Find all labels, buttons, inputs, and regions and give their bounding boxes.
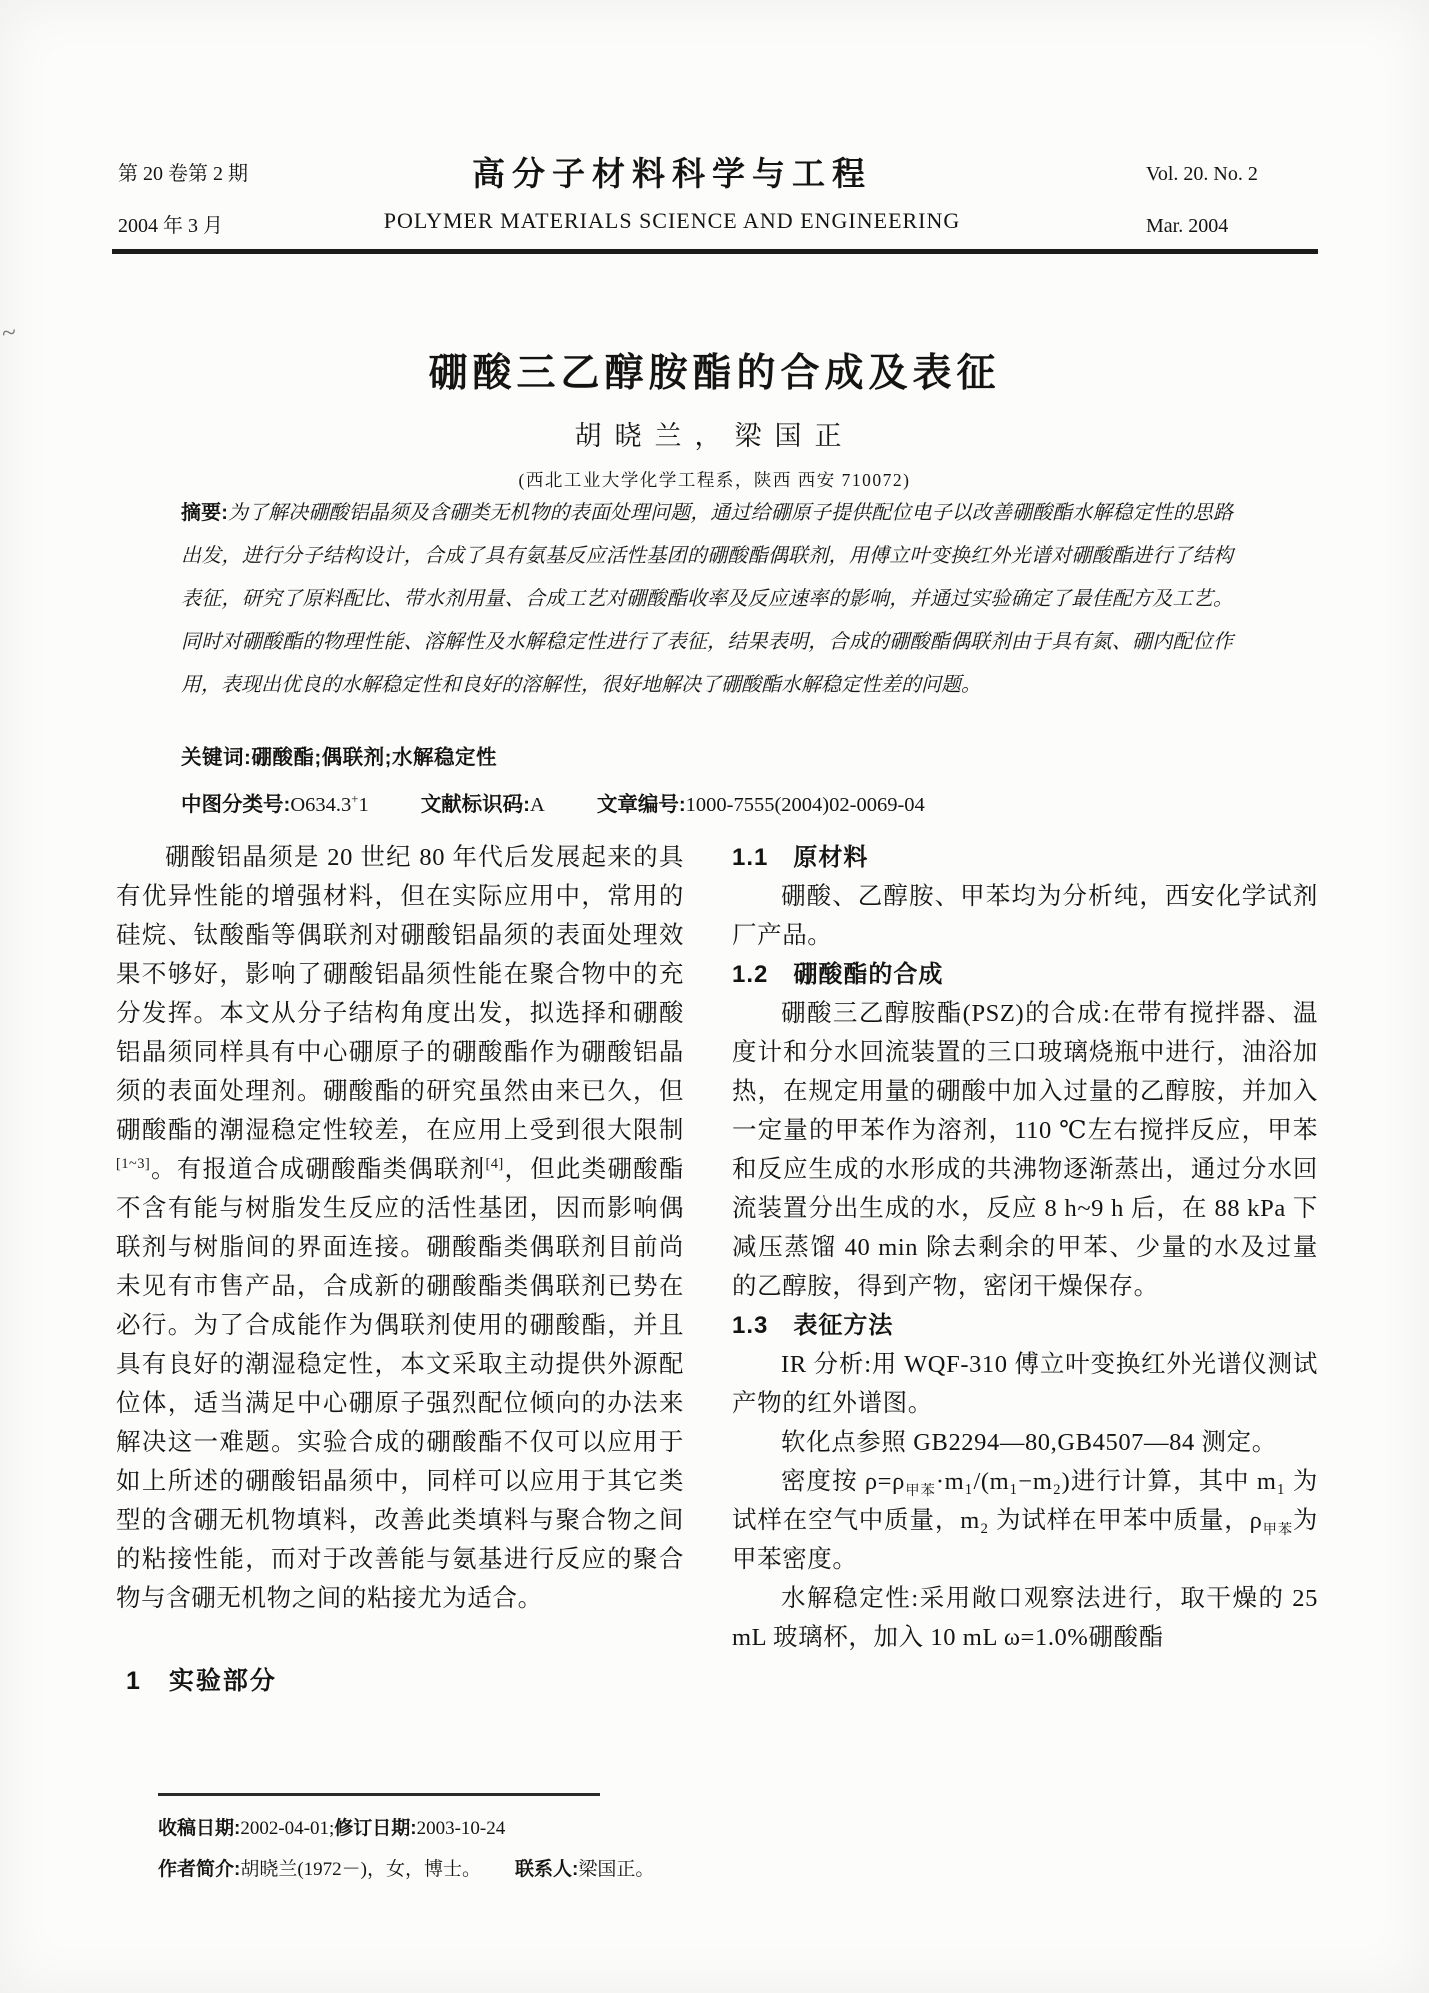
journal-header [118,148,1316,252]
section-1-2-heading: 1.2 硼酸酯的合成 [732,961,944,988]
journal-title-en: POLYMER MATERIALS SCIENCE AND ENGINEERING [383,208,961,233]
journal-date-cn: 2004 年 3 月 [118,215,223,237]
author-bio-value: 胡晓兰(1972－)，女，博士。 [240,1859,481,1880]
doc-code-value: A [530,794,545,816]
section-1-heading: 1 实验部分 [126,1667,277,1695]
softening-point-paragraph: 软化点参照 GB2294—80,GB4507—84 测定。 [781,1429,1277,1456]
intro-text-1: 硼酸铝晶须是 20 世纪 80 年代后发展起来的具有优异性能的增强材料，但在实际应用中，常用的硅烷、钛酸酯等偶联剂对硼酸铝晶须的表面处理效果不够好，影响了硼酸铝晶须性能在聚合物中的充分发挥。本文从分子结构角度出发，拟选择和硼酸铝晶须同样具有中心硼原子的硼酸酯作为硼酸铝晶须的表面处理剂。硼酸酯的研究虽然由来已久，但硼酸酯的潮湿稳定性较差，在应用上受到很大限制 [116,844,684,1144]
article-id-label: 文章编号: [596,793,686,816]
journal-date-en: Mar. 2004 [1146,215,1229,237]
abstract [181,492,1233,707]
keywords-text: 硼酸酯;偶联剂;水解稳定性 [251,746,497,769]
journal-issue-block [118,148,313,252]
right-column [732,838,1318,1657]
article-affiliation: (西北工业大学化学工程系，陕西 西安 710072) [518,470,911,490]
article-title: 硼酸三乙醇胺酯的合成及表征 [428,352,1001,396]
author-bio-label: 作者简介: [158,1859,241,1880]
intro-text-3: ，但此类硼酸酯不含有能与树脂发生反应的活性基团，因而影响偶联剂与树脂间的界面连接。硼酸酯类偶联剂目前尚未见有市售产品，合成新的硼酸酯类偶联剂已势在必行。为了合成能作为偶联剂使用的硼酸酯，并且具有良好的潮湿稳定性，本文采取主动提供外源配位体，适当满足中心硼原子强烈配位倾向的办法来解决这一难题。实验合成的硼酸酯不仅可以应用于如上所述的硼酸铝晶须中，同样可以应用于其它类型的含硼无机物填料，改善此类填料与聚合物之间的粘接性能，而对于改善能与氨基进行反应的聚合物与含硼无机物之间的粘接尤为适合。 [116,1156,684,1612]
formula-text-3: 为甲苯密度。 [732,1507,1319,1573]
contact-value: 梁国正。 [578,1859,655,1880]
intro-text-2: 。有报道合成硼酸酯类偶联剂 [150,1156,486,1183]
density-formula-paragraph [732,1462,1318,1579]
journal-volume-en: Vol. 20. No. 2 [1146,163,1258,185]
reference-1-3: [1~3] [116,1155,151,1172]
revised-date-value: 2003-10-24 [416,1818,506,1839]
section-1-2-paragraph: 硼酸三乙醇胺酯(PSZ)的合成:在带有搅拌器、温度计和分水回流装置的三口玻璃烧瓶中进行，油浴加热，在规定用量的硼酸中加入过量的乙醇胺，并加入一定量的甲苯作为溶剂，110 ℃左右搅拌反应，甲苯和反应生成的水形成的共沸物逐渐蒸出，通过分水回流装置分出生成的水，反应 8 h~9 h 后，在 88 kPa 下减压蒸馏 40 min 除去剩余的甲苯、少量的水及过量的乙醇胺，得到产物，密闭干燥保存。 [732,1000,1318,1300]
left-column [116,838,684,1701]
clc-tail: 1 [358,794,369,816]
received-date-label: 收稿日期: [158,1818,241,1839]
hydrolytic-stability-paragraph: 水解稳定性:采用敞口观察法进行，取干燥的 25 mL 玻璃杯，加入 10 mL ω=1.0%硼酸酯 [732,1585,1318,1651]
formula-text-1: 密度按 ρ=ρ [781,1468,905,1495]
header-rule [112,249,1318,254]
clc-value: O634.3 [290,794,352,816]
clc-label: 中图分类号: [181,793,291,816]
journal-issue-cn: 第 20 卷第 2 期 [118,163,248,185]
footnote-dates [158,1808,1258,1849]
section-1-3-heading: 1.3 表征方法 [732,1312,894,1339]
contact-block [515,1859,654,1880]
received-date-value: 2002-04-01; [240,1818,335,1839]
abstract-text: 为了解决硼酸铝晶须及含硼类无机物的表面处理问题，通过给硼原子提供配位电子以改善硼酸酯水解稳定性的思路出发，进行分子结构设计，合成了具有氨基反应活性基团的硼酸酯偶联剂，用傅立叶变换红外光谱对硼酸酯进行了结构表征，研究了原料配比、带水剂用量、合成工艺对硼酸酯收率及反应速率的影响，并通过实验确定了最佳配方及工艺。同时对硼酸酯的物理性能、溶解性及水解稳定性进行了表征，结果表明，合成的硼酸酯偶联剂由于具有氮、硼内配位作用，表现出优良的水解稳定性和良好的溶解性，很好地解决了硼酸酯水解稳定性差的问题。 [181,502,1233,696]
reference-4: [4] [485,1155,504,1172]
ir-analysis-paragraph: IR 分析:用 WQF-310 傅立叶变换红外光谱仪测试产物的红外谱图。 [732,1351,1318,1417]
toluene-subscript-1: 甲苯 [904,1482,936,1499]
formula-text-2: ·m₁/(m₁−m₂)进行计算，其中 m₁ 为试样在空气中质量，m₂ 为试样在甲苯中质量，ρ [732,1468,1318,1534]
clc-superscript: + [351,792,359,807]
toluene-subscript-2: 甲苯 [1262,1521,1293,1538]
journal-volume-block [1146,148,1316,252]
abstract-label: 摘要: [181,502,228,524]
contact-label: 联系人: [514,1859,579,1880]
intro-paragraph [116,838,684,1618]
footnote [158,1793,1258,1890]
article-authors: 胡晓兰，梁国正 [574,421,855,451]
classification-line [181,787,925,817]
article-id-value: 1000-7555(2004)02-0069-04 [685,794,925,816]
keywords-label: 关键词: [181,746,252,769]
keywords-line [181,740,497,770]
section-1-1-heading: 1.1 原材料 [732,844,869,871]
journal-title-cn: 高分子材料科学与工程 [472,157,872,193]
revised-date-label: 修订日期: [334,1818,417,1839]
journal-title-block [313,148,1146,234]
footnote-bio [158,1849,1258,1890]
footnote-rule [158,1793,600,1796]
doc-code-label: 文献标识码: [420,793,531,816]
scan-pen-mark: ~ [0,317,18,348]
section-1-1-paragraph: 硼酸、乙醇胺、甲苯均为分析纯，西安化学试剂厂产品。 [732,883,1318,949]
